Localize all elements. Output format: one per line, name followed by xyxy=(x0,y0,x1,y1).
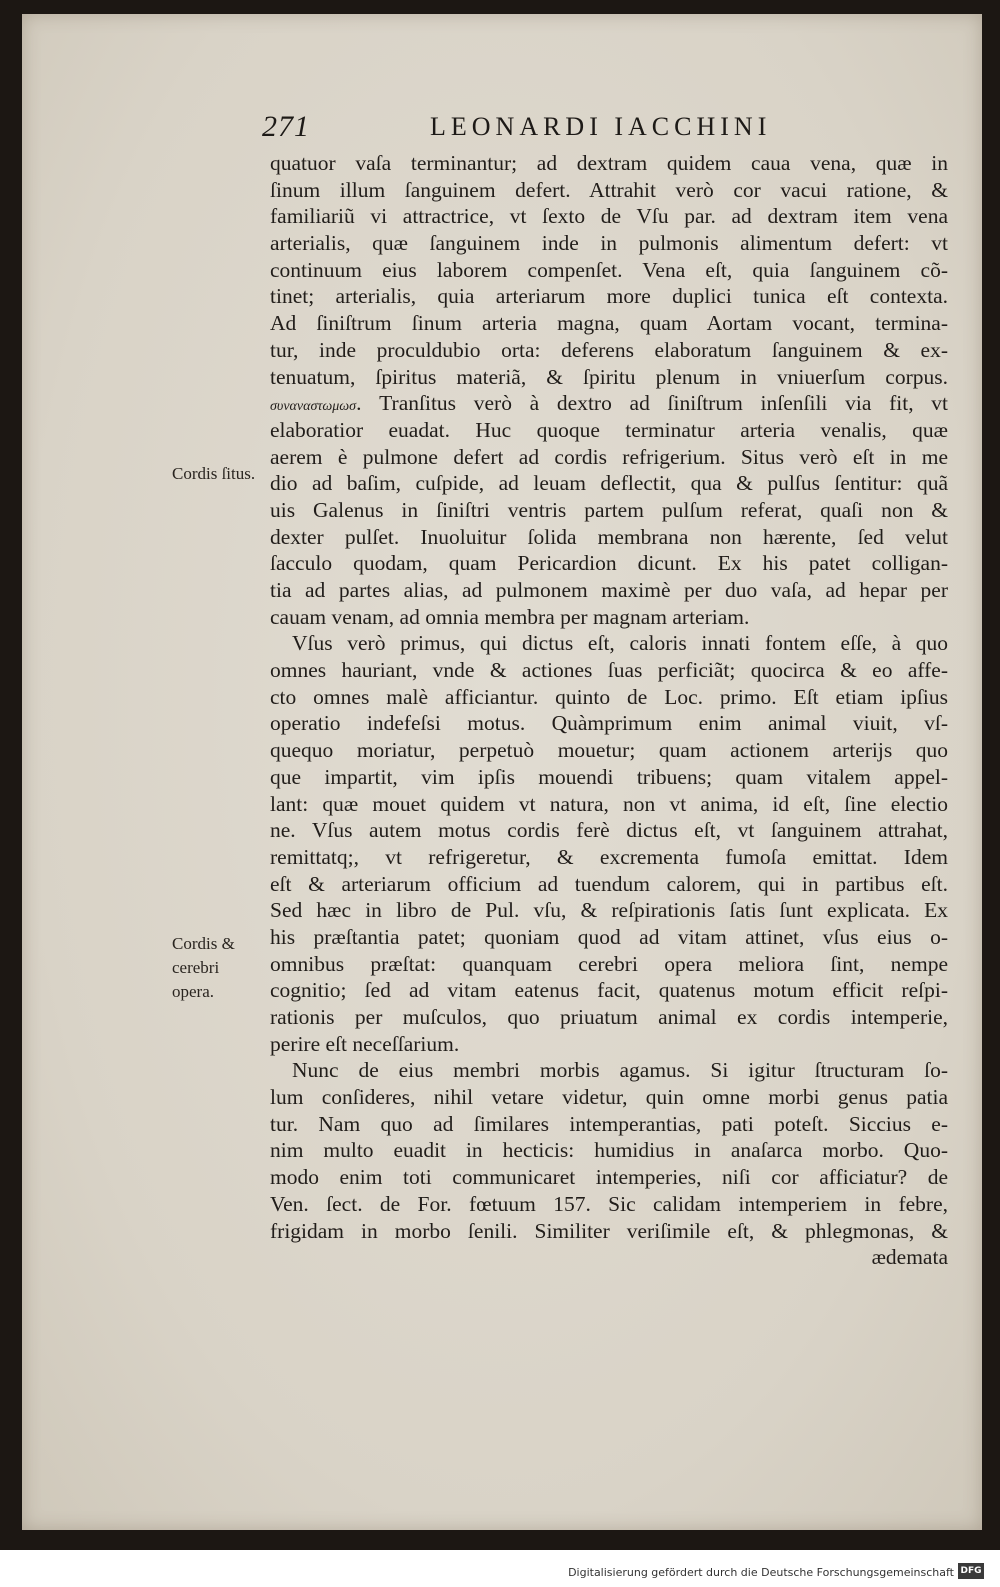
text-line: omnes hauriant, vnde & actiones ſuas perficiãt; quocirca & eo affe- xyxy=(270,658,948,683)
text-line: lant: quæ mouet quidem vt natura, non vt anima, id eſt, ſine electio xyxy=(270,791,948,816)
greek-word: συναναστωμωσ xyxy=(270,399,357,415)
page-number: 271 xyxy=(262,110,310,143)
text-line: Nunc de eius membri morbis agamus. Si igitur ſtructuram ſo- xyxy=(292,1058,948,1083)
text-line: rationis per muſculos, quo priuatum animal ex cordis intemperie, xyxy=(270,1005,948,1029)
text-line: quequo moriatur, perpetuò mouetur; quam actionem arterijs quo xyxy=(270,738,948,763)
text-line: dexter pulſet. Inuoluitur ſolida membrana non hærente, ſed velut xyxy=(270,524,948,549)
text-line: nim multo euadit in hecticis: humidius in anaſarca morbo. Quo- xyxy=(270,1138,948,1163)
text-line: cto omnes malè afficiantur. quinto de Loc. primo. Eſt etiam ipſius xyxy=(270,684,948,709)
text-line: Sed hæc in libro de Pul. vſu, & reſpirationis ſatis ſunt explicata. Ex xyxy=(270,898,948,923)
text-line: cognitio; ſed ad vitam eatenus facit, quatenus motum efficit reſpi- xyxy=(270,978,948,1003)
text-line: Ven. ſect. de For. fœtuum 157. Sic calidam intemperiem in febre, xyxy=(270,1191,948,1216)
funding-credit: Digitalisierung gefördert durch die Deutsche Forschungsgemeinschaft xyxy=(568,1566,954,1579)
catchword: ædemata xyxy=(871,1245,948,1270)
page-header xyxy=(262,110,970,146)
text-line: dio ad baſim, cuſpide, ad leuam deflectit, qua & pulſus ſentitur: quã xyxy=(270,471,948,496)
text-line: Ad ſiniſtrum ſinum arteria magna, quam Aortam vocant, termina- xyxy=(270,311,948,336)
text-line: cauam venam, ad omnia membra per magnam arteriam. xyxy=(270,604,750,629)
text-line: perire eſt neceſſarium. xyxy=(270,1031,460,1056)
text-line: omnibus præſtat: quanquam cerebri opera meliora ſint, nempe xyxy=(270,951,948,976)
text-line: frigidam in morbo ſenili. Similiter veriſimile eſt, & phlegmonas, & xyxy=(270,1218,948,1243)
text-line: familiariũ vi attractrice, vt ſexto de Vſu par. ad dextram item vena xyxy=(270,204,948,229)
text-line: aerem è pulmone defert ad cordis refrigerium. Situs verò eſt in me xyxy=(270,444,948,469)
text-line: ſinum illum ſanguinem defert. Attrahit verò cor vacui ratione, & xyxy=(270,177,948,202)
text-line: tur. Nam quo ad ſimilares intemperantias, pati poteſt. Siccius e- xyxy=(270,1111,948,1136)
text-line: uis Galenus in ſiniſtri ventris partem pulſum referat, quaſi non & xyxy=(270,497,948,522)
text-line: Vſus verò primus, qui dictus eſt, caloris innati fontem eſſe, à quo xyxy=(292,631,948,656)
text-line: tia ad partes alias, ad pulmonem maximè per duo vaſa, ad hepar per xyxy=(270,578,948,602)
margin-note-cordis-situs: Cordis ſitus. xyxy=(172,464,256,483)
running-title: LEONARDI IACCHINI xyxy=(430,112,772,141)
text-line: ne. Vſus autem motus cordis ferè dictus eſt, vt ſanguinem attrahat, xyxy=(270,818,948,843)
text-line: tur, inde proculdubio orta: deferens elaboratum ſanguinem & ex- xyxy=(270,337,948,362)
text-line: operatio indefeſsi motus. Quàmprimum enim animal viuit, vſ- xyxy=(270,711,948,736)
text-line: tenuatum, ſpiritus materiã, & ſpiritu plenum in vniuerſum corpus. xyxy=(270,364,948,389)
text-line: modo enim toti communicaret intemperies, niſi cor afficiatur? de xyxy=(270,1165,948,1190)
text-line: remittatq;, vt refrigeretur, & excrementa fumoſa emittat. Idem xyxy=(270,844,948,869)
text-line-with-greek: συναναστωμωσ. Tranſitus verò à dextro ad ſiniſtrum inſenſili via fit, vt xyxy=(270,391,949,416)
text-line: his præſtantia patet; quoniam quod ad vitam attinet, vſus eius o- xyxy=(270,924,948,949)
text-line: que impartit, vim ipſis mouendi tribuens; quam vitalem appel- xyxy=(270,764,948,789)
text-line: lum conſideres, nihil vetare videtur, quin omne morbi genus patia xyxy=(270,1085,948,1110)
body-text xyxy=(270,150,948,1271)
text-line: continuum eius laborem compenſet. Vena eſt, quia ſanguinem cõ- xyxy=(270,257,948,282)
text-line: elaboratior euadat. Huc quoque terminatur arteria venalis, quæ xyxy=(270,417,948,442)
text-segment: Tranſitus verò à dextro ad ſiniſtrum inſenſili via fit, vt xyxy=(379,391,949,416)
text-line: eſt & arteriarum officium ad tuendum calorem, qui in partibus eſt. xyxy=(270,871,948,896)
text-line: arterialis, quæ ſanguinem inde in pulmonis alimentum defert: vt xyxy=(270,231,948,256)
margin-note-cordis-cerebri: Cordis & cerebri opera. xyxy=(172,934,235,1001)
text-line: tinet; arterialis, quia arteriarum more duplici tunica eſt contexta. xyxy=(270,284,948,309)
footer-bar xyxy=(0,1550,1000,1587)
text-line: ſacculo quodam, quam Pericardion dicunt. Ex his patet colligan- xyxy=(270,551,948,576)
text-line: quatuor vaſa terminantur; ad dextram quidem caua vena, quæ in xyxy=(270,151,948,175)
dfg-logo-icon: DFG xyxy=(958,1563,984,1579)
